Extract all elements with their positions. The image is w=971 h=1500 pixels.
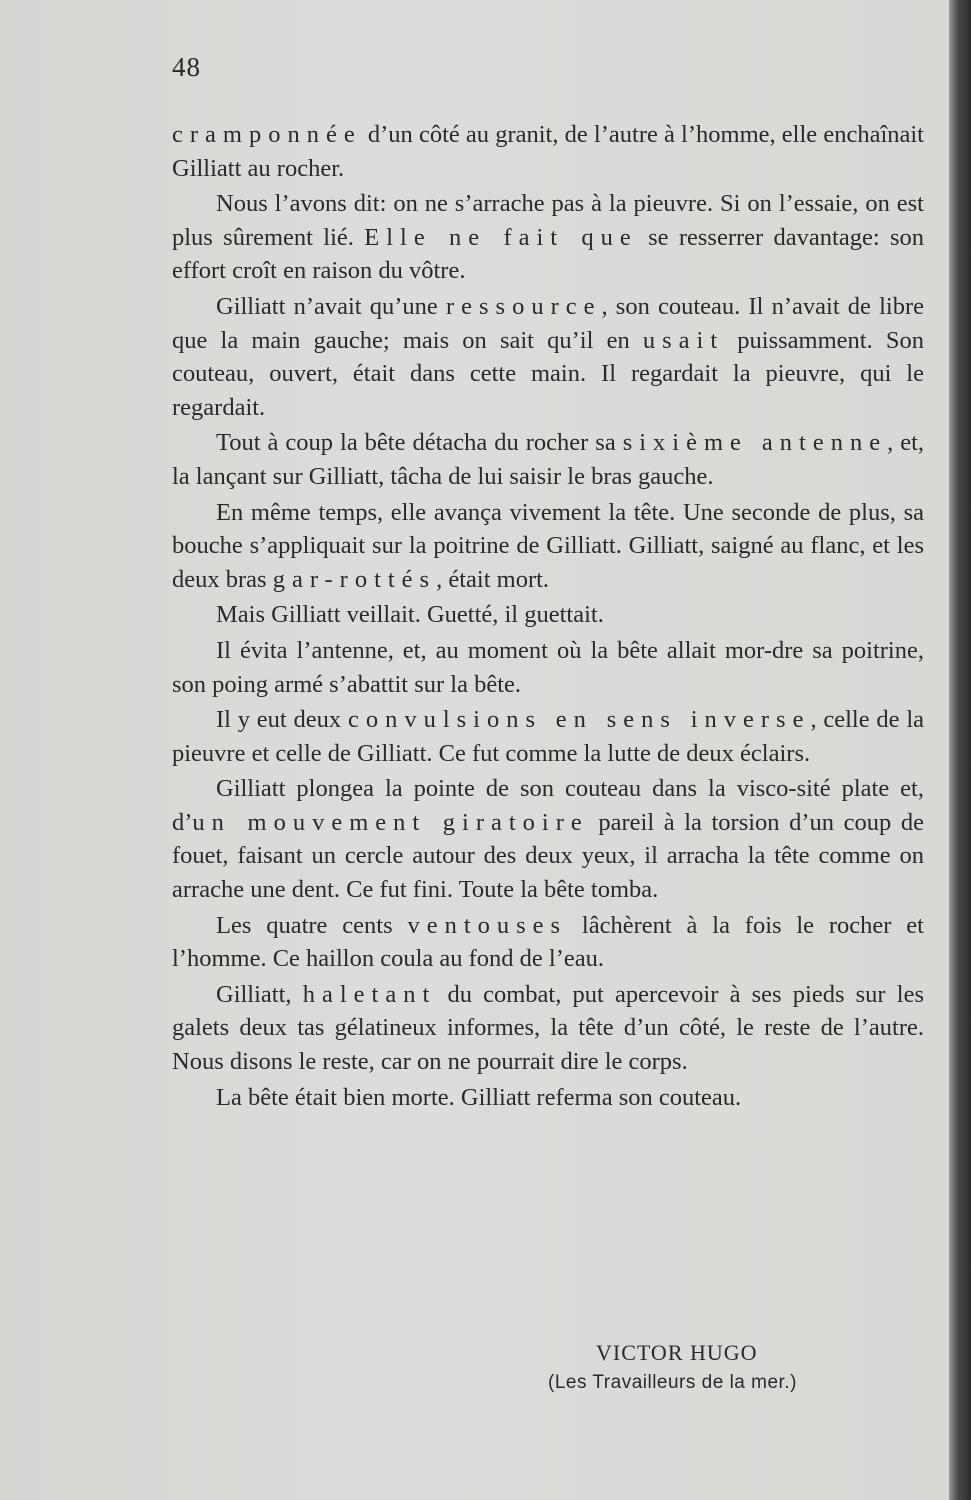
paragraph	[172, 598, 924, 632]
spaced-emphasis: usait	[642, 326, 725, 354]
spaced-emphasis: ventouses	[407, 911, 568, 939]
source-citation: (Les Travailleurs de la mer.)	[548, 1372, 797, 1393]
text-run: , son couteau. Il n’avait de libre que la main gauche; mais on sait qu’il en	[172, 292, 924, 354]
text-run: puissamment. Son couteau, ouvert, était dans cette main. Il regardait la pieuvre, qui le regardait.	[172, 326, 925, 421]
text-run: En même temps, elle avança vivement la tête. Une seconde de plus, sa bouche s’appliquait sur la poitrine de Gilliatt. Gilliatt, saigné au flanc, et les deux bras	[172, 498, 924, 593]
paragraph	[172, 634, 924, 701]
paragraph	[172, 118, 924, 185]
paragraph	[172, 187, 924, 288]
text-run: La bête était bien morte. Gilliatt referma son couteau.	[216, 1083, 742, 1111]
spaced-emphasis: un mouvement giratoire	[192, 808, 589, 836]
text-run: pareil à la torsion d’un coup de fouet, faisant un cercle autour des deux yeux, il arracha la tête comme on arrache une dent. Ce fut fini. Toute la bête tomba.	[172, 808, 925, 904]
author-signature: VICTOR HUGO	[596, 1340, 758, 1365]
paragraph	[172, 909, 924, 976]
spaced-emphasis: convulsions en sens inverse	[347, 706, 811, 734]
text-run: du combat, put apercevoir à ses pieds sur les galets deux tas gélatineux informes, la tête d’un côté, le reste de l’autre. Nous disons le reste, car on ne pourrait dire le corps.	[172, 980, 924, 1076]
text-run: , et, la lançant sur Gilliatt, tâcha de lui saisir le bras gauche.	[172, 429, 924, 490]
paragraph	[172, 978, 924, 1079]
text-run: Mais Gilliatt veillait. Guetté, il guettait.	[216, 601, 604, 629]
text-run: Il y eut deux	[216, 706, 348, 734]
paragraph	[172, 772, 924, 906]
spaced-emphasis: cramponnée	[172, 121, 362, 148]
text-run: Il évita l’antenne, et, au moment où la bête allait mor-dre sa poitrine, son poing armé s’abattit sur la bête.	[172, 636, 924, 698]
spaced-emphasis: Elle ne fait que	[364, 223, 638, 251]
text-run: lâchèrent à la fois le rocher et l’homme. Ce haillon coula au fond de l’eau.	[172, 911, 924, 973]
page-number: 48	[172, 52, 201, 82]
spaced-emphasis: gar-rottés	[272, 565, 437, 593]
spaced-emphasis: haletant	[302, 980, 437, 1008]
paragraph	[172, 426, 924, 493]
body-text	[172, 118, 924, 1114]
book-spine-edge	[949, 0, 971, 1500]
spaced-emphasis: ressource	[445, 292, 602, 320]
text-run: Gilliatt n’avait qu’une	[216, 292, 446, 320]
text-run: Nous l’avons dit: on ne s’arrache pas à la pieuvre. Si on l’essaie, on est plus sûrement lié.	[172, 190, 924, 251]
paragraph	[172, 1081, 924, 1115]
text-run: , celle de la pieuvre et celle de Gilliatt. Ce fut comme la lutte de deux éclairs.	[172, 706, 924, 767]
text-run: Les quatre cents	[216, 911, 408, 939]
paragraph	[172, 703, 924, 770]
text-run: d’un côté au granit, de l’autre à l’homme, elle enchaînait Gilliatt au rocher.	[172, 121, 924, 182]
paragraph	[172, 496, 924, 597]
spaced-emphasis: sixième antenne	[622, 429, 888, 457]
text-run: Gilliatt plongea la pointe de son couteau dans la visco-sité plate et, d’	[172, 775, 924, 836]
text-run: se resserrer davantage: son effort croît en raison du vôtre.	[172, 223, 924, 285]
text-run: Gilliatt,	[216, 980, 303, 1008]
text-run: Tout à coup la bête détacha du rocher sa	[216, 429, 623, 457]
text-run: , était mort.	[436, 565, 550, 593]
paragraph	[172, 290, 924, 424]
